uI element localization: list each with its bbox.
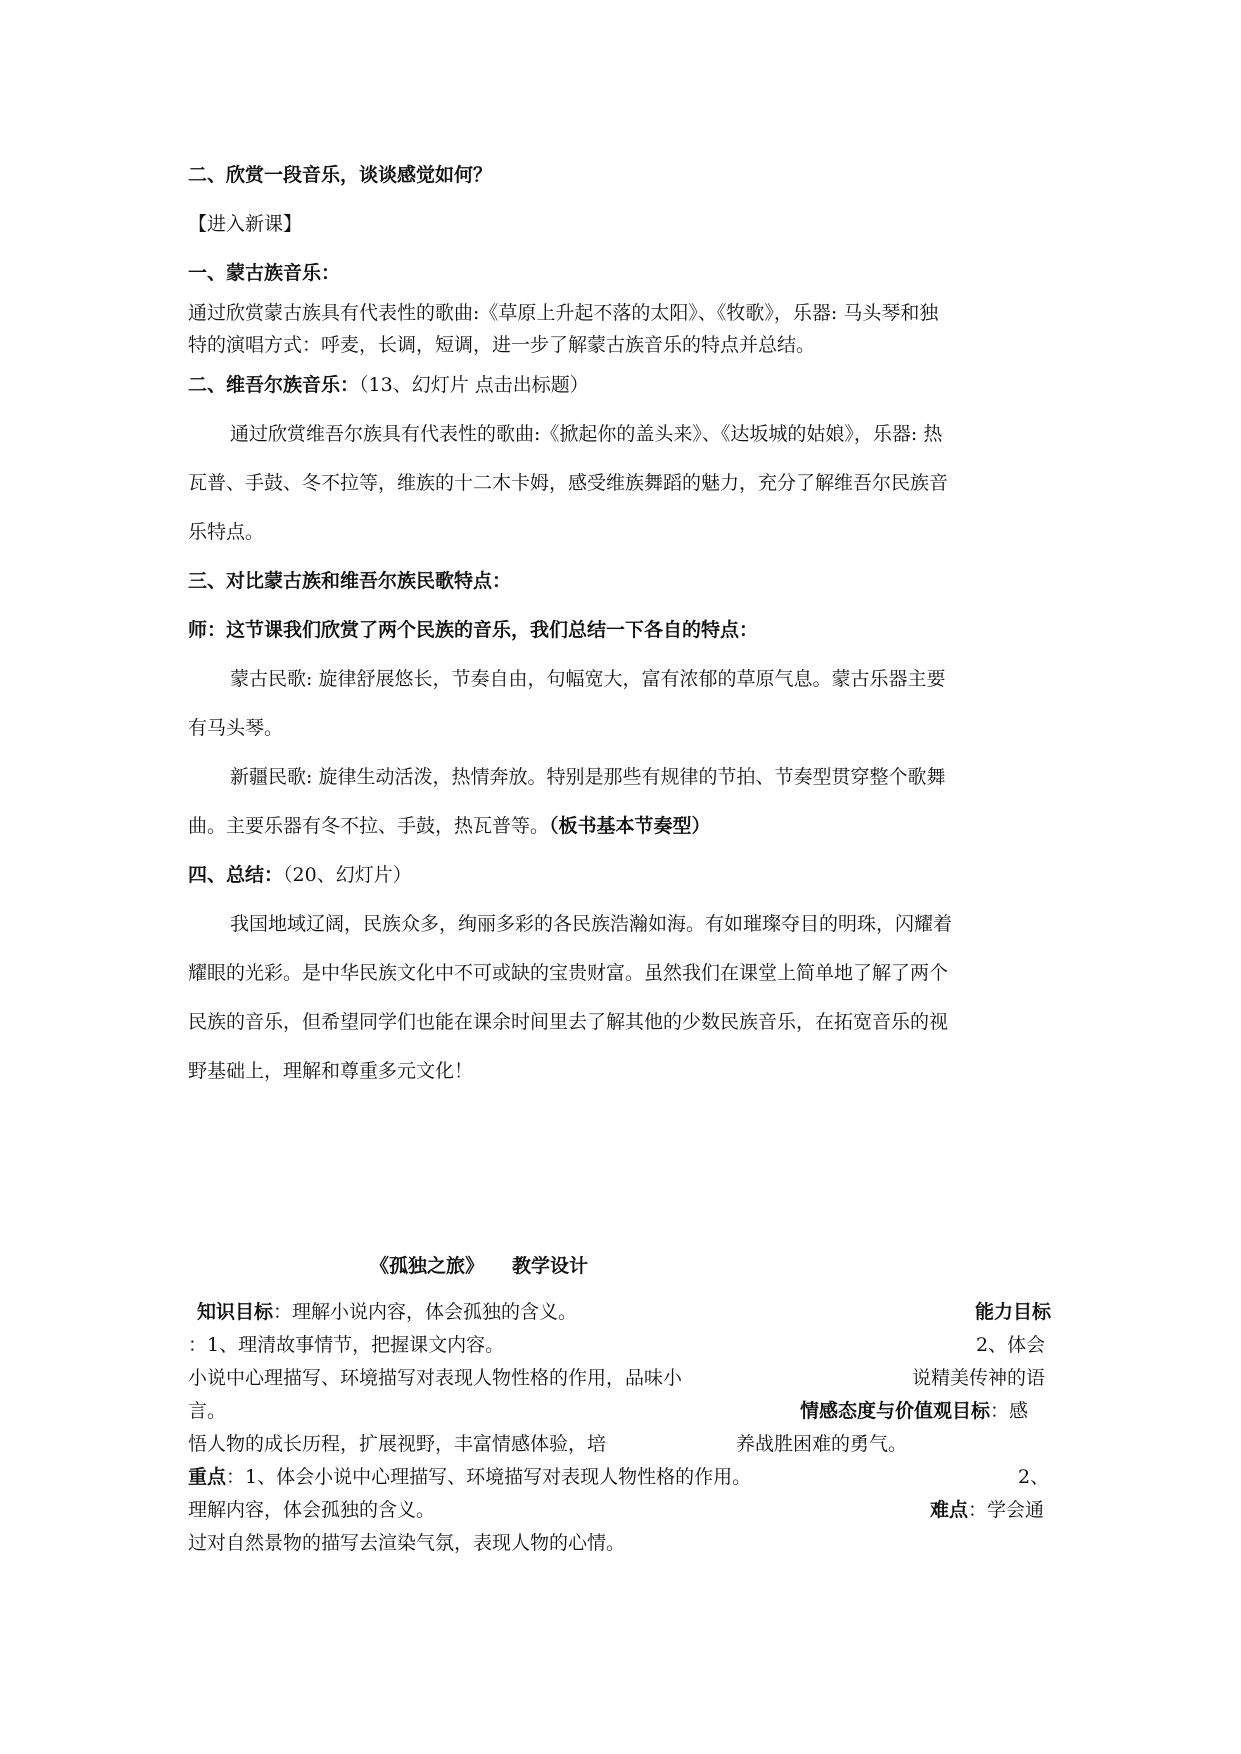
ability-label: 能力目标 (975, 1301, 1052, 1323)
uyghur-line-1: 通过欣赏维吾尔族具有代表性的歌曲:《掀起你的盖头来》、《达坂城的姑娘》，乐器: 热 (230, 423, 943, 445)
hard-label: 难点 (930, 1499, 969, 1521)
summary-heading-line (188, 862, 412, 888)
ability-2b: 小说中心理描写、环境描写对表现人物性格的作用，品味小 (188, 1367, 683, 1389)
key-text-1: ：1、体会小说中心理描写、环境描写对表现人物性格的作用。 (226, 1466, 752, 1488)
ability-2d: 言。 (188, 1400, 227, 1422)
design-title (370, 1253, 588, 1279)
key-2b: 理解内容，体会孤独的含义。 (188, 1499, 436, 1521)
design-title-book: 《孤独之旅》 (370, 1255, 485, 1277)
mongol-folk-line-1: 蒙古民歌: 旋律舒展悠长，节奏自由，句幅宽大，富有浓郁的草原气息。蒙古乐器主要 (230, 668, 946, 690)
section-heading-music: 二、欣赏一段音乐，谈谈感觉如何？ (188, 164, 493, 186)
ability-cont: ：1、理清故事情节，把握课文内容。 (188, 1334, 505, 1356)
mongol-line-2: 特的演唱方式：呼麦，长调，短调，进一步了解蒙古族音乐的特点并总结。 (188, 334, 816, 356)
knowledge-goal (197, 1299, 577, 1325)
uyghur-line-3: 乐特点。 (188, 521, 265, 543)
summary-line-4: 野基础上，理解和尊重多元文化！ (188, 1060, 474, 1082)
uyghur-heading-line (188, 372, 589, 398)
summary-line-1: 我国地域辽阔，民族众多，绚丽多彩的各民族浩瀚如海。有如璀璨夺目的明珠，闪耀着 (230, 913, 953, 935)
summary-note: （20、幻灯片） (283, 864, 412, 886)
xinjiang-folk-line-2 (188, 813, 711, 839)
compare-heading: 三、对比蒙古族和维吾尔族民歌特点： (188, 570, 512, 592)
hard-line-2: 过对自然景物的描写去渲染气氛，表现人物的心情。 (188, 1532, 626, 1554)
emotion-line-1: 悟人物的成长历程，扩展视野，丰富情感体验，培 (188, 1433, 607, 1455)
mongol-heading: 一、蒙古族音乐： (188, 262, 341, 284)
key-2a: 2、 (1018, 1466, 1050, 1488)
uyghur-note: （13、幻灯片 点击出标题） (359, 374, 589, 396)
emotion-line-2: 养战胜困难的勇气。 (736, 1433, 908, 1455)
new-lesson-label: 【进入新课】 (188, 213, 303, 235)
summary-line-3: 民族的音乐，但希望同学们也能在课余时间里去了解其他的少数民族音乐，在拓宽音乐的视 (188, 1011, 949, 1033)
knowledge-label: 知识目标 (197, 1301, 274, 1323)
uyghur-line-2: 瓦普、手鼓、冬不拉等，维族的十二木卡姆，感受维族舞蹈的魅力，充分了解维吾尔民族音 (188, 472, 949, 494)
key-label: 重点 (188, 1466, 227, 1488)
summary-line-2: 耀眼的光彩。是中华民族文化中不可或缺的宝贵财富。虽然我们在课堂上简单地了解了两个 (188, 962, 949, 984)
xinjiang-folk-text: 曲。主要乐器有冬不拉、手鼓，热瓦普等。 (188, 815, 550, 837)
knowledge-text: ：理解小说内容，体会孤独的含义。 (273, 1301, 578, 1323)
hard-text-1: ：学会通 (968, 1499, 1045, 1521)
emotion-label-line (800, 1398, 1028, 1424)
key-point-line (188, 1464, 751, 1490)
hard-point-line (930, 1497, 1044, 1523)
teacher-line: 师：这节课我们欣赏了两个民族的音乐，我们总结一下各自的特点： (188, 619, 759, 641)
summary-heading: 四、总结： (188, 864, 284, 886)
blackboard-note: （板书基本节奏型） (549, 815, 711, 837)
ability-2c: 说精美传神的语 (912, 1367, 1046, 1389)
design-title-rest: 教学设计 (512, 1255, 589, 1277)
mongol-folk-line-2: 有马头琴。 (188, 717, 284, 739)
ability-2a: 2、体会 (976, 1334, 1046, 1356)
emotion-colon: ：感 (990, 1400, 1029, 1422)
mongol-line-1: 通过欣赏蒙古族具有代表性的歌曲:《草原上升起不落的太阳》、《牧歌》，乐器: 马头琴和独 (188, 302, 939, 324)
uyghur-heading: 二、维吾尔族音乐： (188, 374, 360, 396)
xinjiang-folk-line-1: 新疆民歌: 旋律生动活泼，热情奔放。特别是那些有规律的节拍、节奏型贯穿整个歌舞 (230, 766, 946, 788)
emotion-label: 情感态度与价值观目标 (800, 1400, 991, 1422)
